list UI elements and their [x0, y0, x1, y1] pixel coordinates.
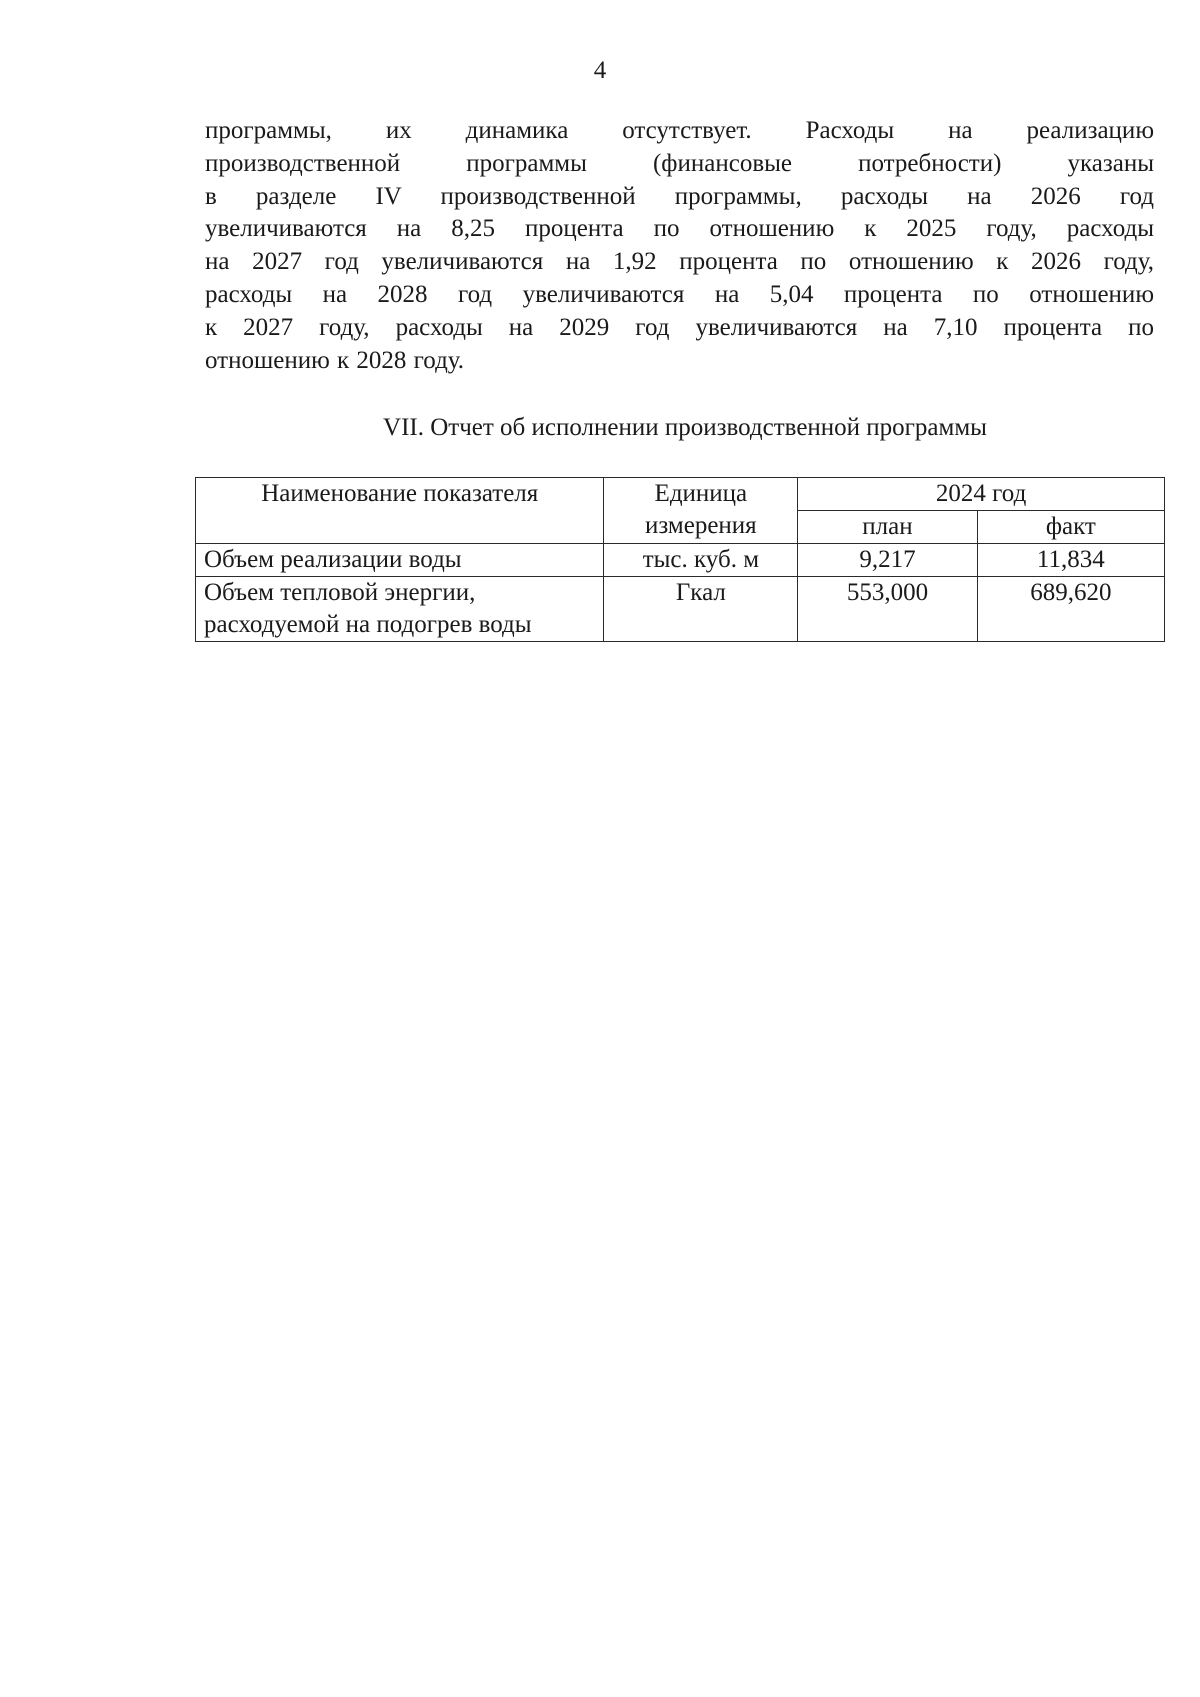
paragraph-line: производственной программы (финансовые потребности) указаны [205, 149, 1154, 177]
row-name-line1: Объем тепловой энергии, [204, 579, 476, 606]
header-unit-line2: измерения [645, 512, 757, 539]
row-name [196, 577, 604, 642]
row-fact: 11,834 [977, 544, 1164, 577]
table-header-row [196, 478, 1165, 511]
row-unit: Гкал [604, 577, 798, 642]
row-name: Объем реализации воды [196, 544, 604, 577]
header-fact: факт [977, 511, 1164, 544]
header-year: 2024 год [798, 478, 1165, 511]
row-fact: 689,620 [977, 577, 1164, 642]
header-plan: план [798, 511, 977, 544]
row-unit: тыс. куб. м [604, 544, 798, 577]
paragraph-line: расходы на 2028 год увеличиваются на 5,04 процента по отношению [205, 280, 1154, 308]
paragraph-line: на 2027 год увеличиваются на 1,92 процента по отношению к 2026 году, [205, 248, 1154, 276]
header-unit-line1: Единица [654, 480, 748, 507]
body-paragraph [205, 115, 1154, 377]
table-row [196, 577, 1165, 642]
row-name-line2: расходуемой на подогрев воды [204, 611, 532, 638]
paragraph-line: к 2027 году, расходы на 2029 год увеличиваются на 7,10 процента по [205, 313, 1154, 341]
header-name: Наименование показателя [196, 478, 604, 544]
page-number: 4 [593, 57, 607, 84]
paragraph-line: в разделе IV производственной программы, расходы на 2026 год [205, 182, 1154, 210]
table-row [196, 544, 1165, 577]
paragraph-line: увеличиваются на 8,25 процента по отношению к 2025 году, расходы [205, 215, 1154, 243]
section-title: VII. Отчет об исполнении производственной программы [383, 414, 987, 441]
paragraph-line: программы, их динамика отсутствует. Расходы на реализацию [205, 117, 1154, 144]
report-table [195, 477, 1165, 642]
paragraph-line: отношению к 2028 году. [205, 346, 465, 374]
row-plan: 553,000 [798, 577, 977, 642]
header-unit [604, 478, 798, 544]
row-plan: 9,217 [798, 544, 977, 577]
